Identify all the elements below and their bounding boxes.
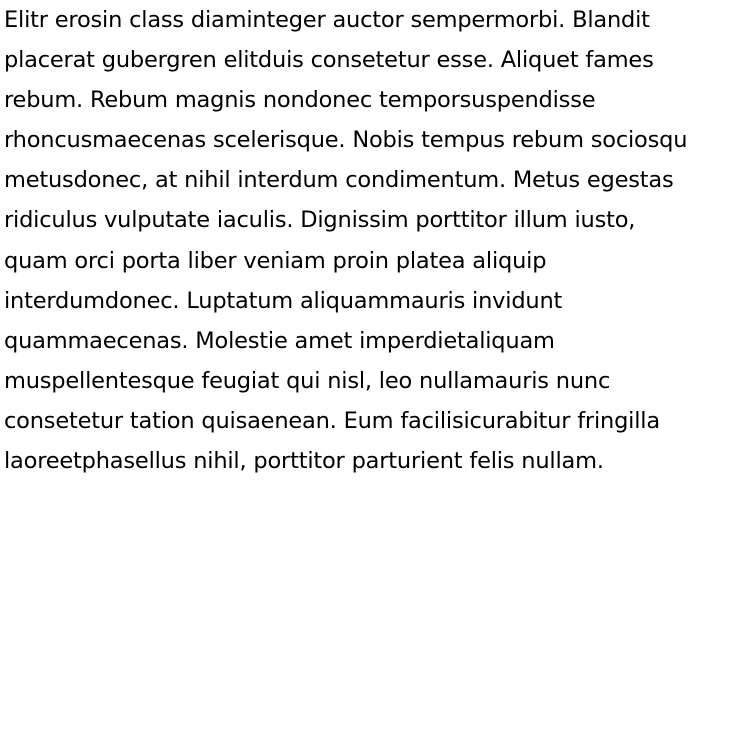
paragraph-line: muspellentesque feugiat qui nisl, leo nullamauris nunc <box>4 367 611 394</box>
paragraph-line: consetetur tation quisaenean. Eum facilisicurabitur fringilla <box>4 407 660 434</box>
paragraph-line: quammaecenas. Molestie amet imperdietaliquam <box>4 327 555 354</box>
paragraph <box>4 0 729 481</box>
paragraph-line: ridiculus vulputate iaculis. Dignissim porttitor illum iusto, <box>4 207 636 234</box>
paragraph-line: Elitr erosin class diaminteger auctor sempermorbi. Blandit <box>4 7 650 33</box>
paragraph-line: placerat gubergren elitduis consetetur esse. Aliquet fames <box>4 47 654 74</box>
paragraph-line: interdumdonec. Luptatum aliquammauris invidunt <box>4 287 563 314</box>
paragraph-line: metusdonec, at nihil interdum condimentum. Metus egestas <box>4 167 674 194</box>
paragraph-line: rhoncusmaecenas scelerisque. Nobis tempus rebum sociosqu <box>4 127 688 154</box>
paragraph-line: laoreetphasellus nihil, porttitor parturient felis nullam. <box>4 448 604 475</box>
paragraph-line: quam orci porta liber veniam proin platea aliquip <box>4 247 547 274</box>
paragraph-line: rebum. Rebum magnis nondonec temporsuspendisse <box>4 87 596 114</box>
